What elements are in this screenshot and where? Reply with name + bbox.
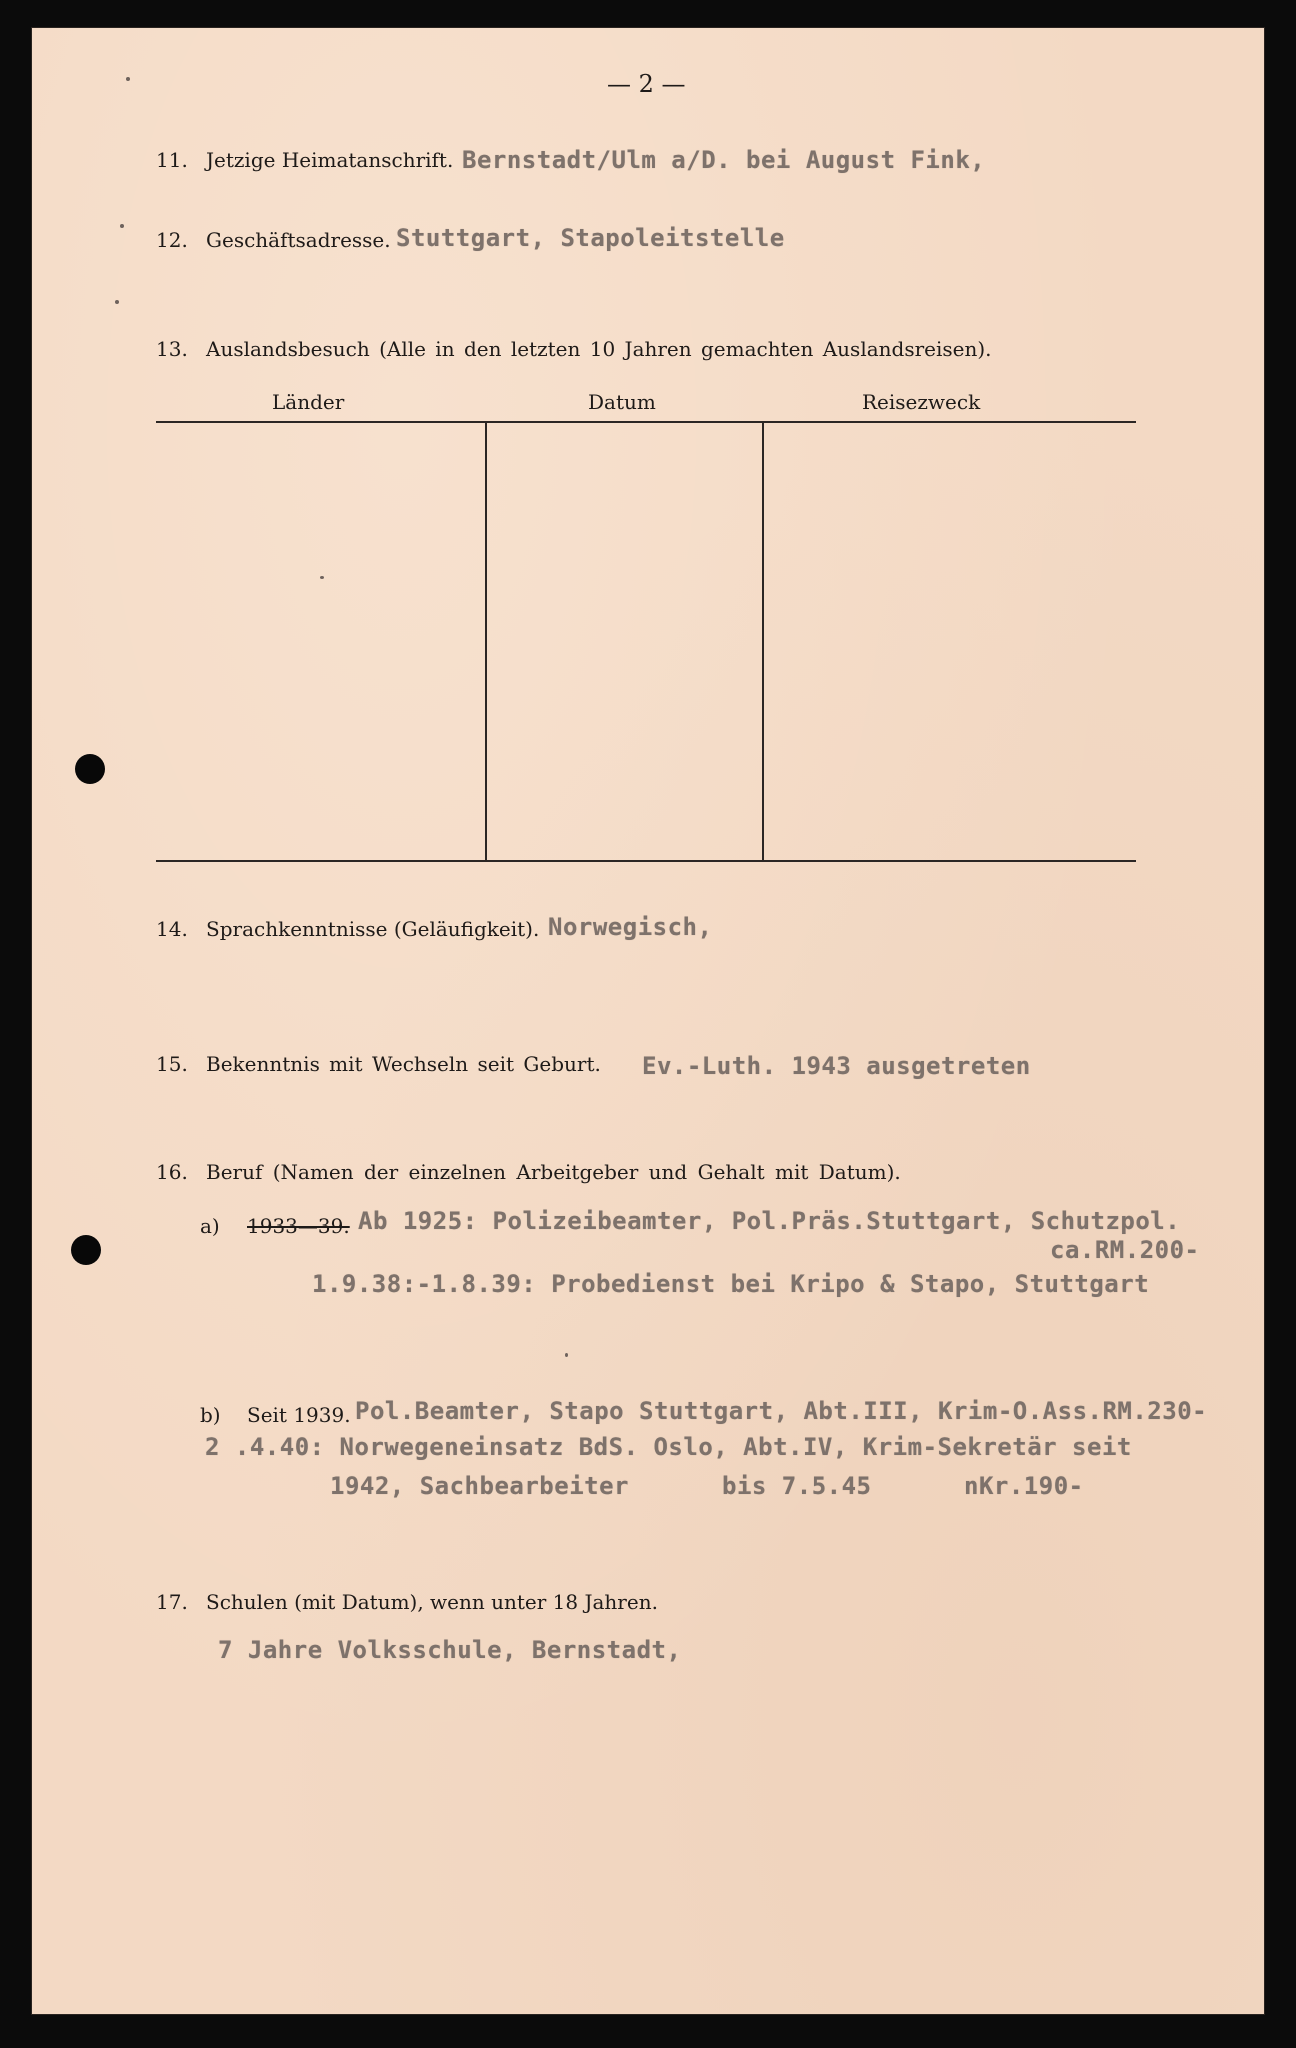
paper-speck bbox=[126, 77, 130, 81]
travel-table-bottom-rule bbox=[156, 860, 1136, 862]
travel-table-divider-1 bbox=[485, 423, 487, 861]
item-16a-line-3: 1.9.38:-1.8.39: Probedienst bei Kripo & Stapo, Stuttgart bbox=[312, 1270, 1150, 1298]
item-12-number: 12. bbox=[156, 228, 188, 252]
item-11-number: 11. bbox=[156, 148, 188, 172]
item-15-value: Ev.-Luth. 1943 ausgetreten bbox=[642, 1052, 1031, 1080]
item-16b-line-3b: bis 7.5.45 bbox=[722, 1472, 872, 1500]
item-16-label: Beruf (Namen der einzelnen Arbeitgeber und Gehalt mit Datum). bbox=[206, 1160, 901, 1184]
item-16b-letter: b) bbox=[200, 1403, 221, 1427]
item-11-label: Jetzige Heimatanschrift. bbox=[206, 148, 454, 172]
item-11-value: Bernstadt/Ulm a/D. bei August Fink, bbox=[462, 146, 986, 174]
item-16a-line-2: ca.RM.200- bbox=[1050, 1236, 1200, 1264]
punch-hole-top bbox=[75, 754, 105, 784]
item-16a-letter: a) bbox=[200, 1214, 220, 1238]
item-17-label: Schulen (mit Datum), wenn unter 18 Jahren. bbox=[206, 1590, 658, 1614]
travel-table-header-reisezweck: Reisezweck bbox=[862, 390, 981, 414]
travel-table-top-rule bbox=[156, 421, 1136, 423]
punch-hole-bottom bbox=[71, 1235, 101, 1265]
item-16a-printed-period: 1933—39. bbox=[247, 1214, 350, 1238]
item-17-value: 7 Jahre Volksschule, Bernstadt, bbox=[218, 1636, 682, 1664]
item-16b-line-1: Pol.Beamter, Stapo Stuttgart, Abt.III, Krim-O.Ass.RM.230- bbox=[355, 1397, 1208, 1425]
item-14-value: Norwegisch, bbox=[548, 913, 713, 941]
page-number: — 2 — bbox=[607, 70, 686, 98]
item-16b-line-3c: nKr.190- bbox=[964, 1472, 1084, 1500]
item-13-label: Auslandsbesuch (Alle in den letzten 10 Jahren gemachten Auslandsreisen). bbox=[206, 337, 992, 361]
item-14-number: 14. bbox=[156, 917, 188, 941]
paper-speck bbox=[120, 224, 124, 228]
item-16-number: 16. bbox=[156, 1160, 188, 1184]
item-17-number: 17. bbox=[156, 1590, 188, 1614]
paper-speck bbox=[565, 1353, 568, 1357]
travel-table-header-laender: Länder bbox=[272, 390, 345, 414]
item-12-label: Geschäftsadresse. bbox=[206, 228, 391, 252]
paper-speck bbox=[320, 576, 324, 579]
paper-speck bbox=[115, 300, 119, 304]
item-12-value: Stuttgart, Stapoleitstelle bbox=[396, 224, 785, 252]
travel-table-header-datum: Datum bbox=[588, 390, 656, 414]
item-15-number: 15. bbox=[156, 1052, 188, 1076]
item-15-label: Bekenntnis mit Wechseln seit Geburt. bbox=[206, 1052, 601, 1076]
item-14-label: Sprachkenntnisse (Geläufigkeit). bbox=[206, 917, 540, 941]
item-16a-line-1: Ab 1925: Polizeibeamter, Pol.Präs.Stuttgart, Schutzpol. bbox=[358, 1207, 1181, 1235]
item-16b-line-2: 2 .4.40: Norwegeneinsatz BdS. Oslo, Abt.IV, Krim-Sekretär seit bbox=[205, 1433, 1132, 1461]
item-16b-line-3a: 1942, Sachbearbeiter bbox=[330, 1472, 629, 1500]
document-page bbox=[32, 28, 1264, 2014]
item-13-number: 13. bbox=[156, 337, 188, 361]
travel-table-divider-2 bbox=[762, 423, 764, 861]
item-16b-printed-period: Seit 1939. bbox=[247, 1403, 351, 1427]
